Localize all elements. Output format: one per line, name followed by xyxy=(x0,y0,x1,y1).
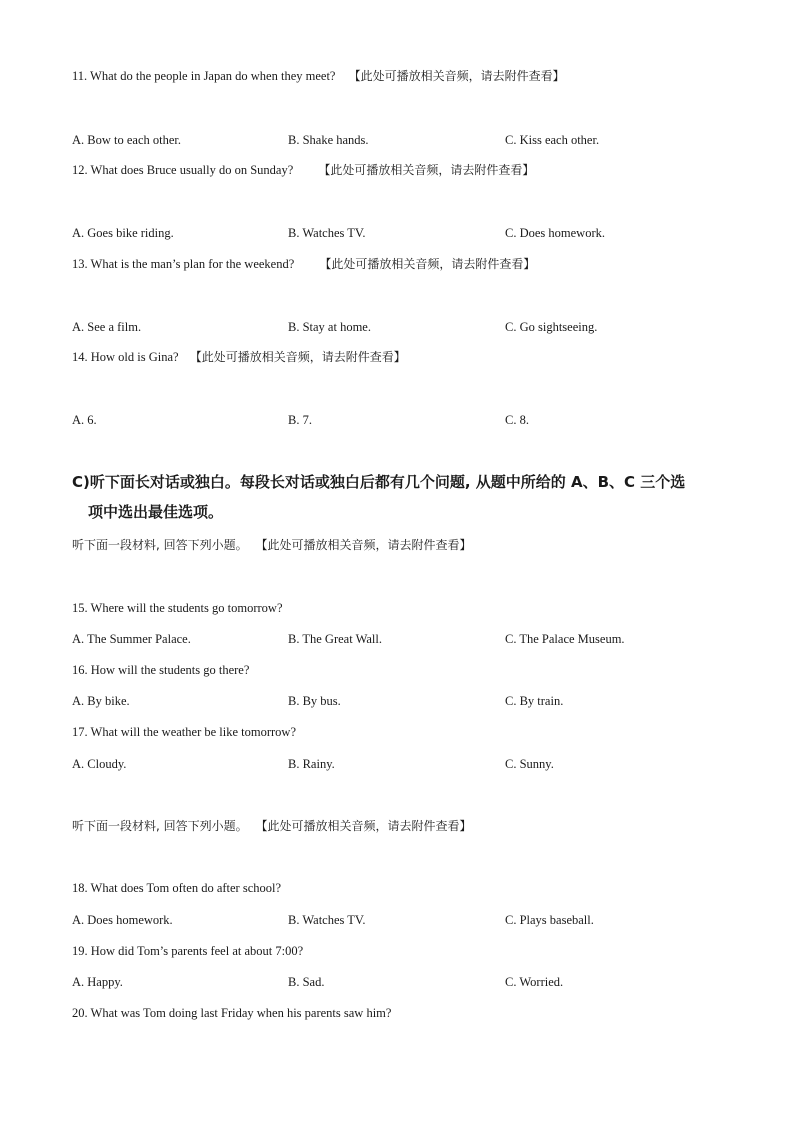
option-17-a[interactable]: A. Cloudy. xyxy=(72,757,127,771)
question-12-text: 12. What does Bruce usually do on Sunday? xyxy=(72,163,294,177)
question-13-text: 13. What is the man’s plan for the weekend? xyxy=(72,257,295,271)
option-19-b[interactable]: B. Sad. xyxy=(288,975,325,989)
option-16-a[interactable]: A. By bike. xyxy=(72,694,130,708)
section-c-heading xyxy=(72,467,732,527)
option-14-a[interactable]: A. 6. xyxy=(72,413,97,427)
section-c-line-2: 项中选出最佳选项。 xyxy=(88,503,224,521)
option-17-c[interactable]: C. Sunny. xyxy=(505,757,554,771)
question-11 xyxy=(72,68,565,84)
question-15-text: 15. Where will the students go tomorrow? xyxy=(72,601,283,615)
option-13-a[interactable]: A. See a film. xyxy=(72,320,142,334)
option-15-c[interactable]: C. The Palace Museum. xyxy=(505,632,625,646)
question-11-text: 11. What do the people in Japan do when they meet? xyxy=(72,69,336,83)
option-11-c[interactable]: C. Kiss each other. xyxy=(505,133,600,147)
question-19-text: 19. How did Tom’s parents feel at about 7:00? xyxy=(72,944,304,958)
question-15 xyxy=(72,600,283,616)
audio-note-11[interactable]: 【此处可播放相关音频，请去附件查看】 xyxy=(348,69,565,83)
option-14-c[interactable]: C. 8. xyxy=(505,413,529,427)
question-20 xyxy=(72,1005,391,1021)
option-18-c[interactable]: C. Plays baseball. xyxy=(505,913,594,927)
material-2-text: 听下面一段材料, 回答下列小题。 xyxy=(72,819,248,833)
question-17-text: 17. What will the weather be like tomorrow? xyxy=(72,725,297,739)
option-14-b[interactable]: B. 7. xyxy=(288,413,312,427)
option-12-c[interactable]: C. Does homework. xyxy=(505,226,605,240)
option-11-a[interactable]: A. Bow to each other. xyxy=(72,133,182,147)
question-14-text: 14. How old is Gina? xyxy=(72,350,179,364)
question-13 xyxy=(72,256,535,272)
question-19 xyxy=(72,943,303,959)
option-11-b[interactable]: B. Shake hands. xyxy=(288,133,369,147)
question-20-text: 20. What was Tom doing last Friday when his parents saw him? xyxy=(72,1006,392,1020)
audio-note-material-2[interactable]: 【此处可播放相关音频，请去附件查看】 xyxy=(255,819,472,833)
option-15-b[interactable]: B. The Great Wall. xyxy=(288,632,382,646)
question-18-text: 18. What does Tom often do after school? xyxy=(72,881,282,895)
option-15-a[interactable]: A. The Summer Palace. xyxy=(72,632,191,646)
option-17-b[interactable]: B. Rainy. xyxy=(288,757,335,771)
question-18 xyxy=(72,880,281,896)
audio-note-13[interactable]: 【此处可播放相关音频，请去附件查看】 xyxy=(319,257,536,271)
question-16 xyxy=(72,662,249,678)
question-16-text: 16. How will the students go there? xyxy=(72,663,250,677)
option-12-a[interactable]: A. Goes bike riding. xyxy=(72,226,174,240)
option-12-b[interactable]: B. Watches TV. xyxy=(288,226,366,240)
option-18-a[interactable]: A. Does homework. xyxy=(72,913,173,927)
question-17 xyxy=(72,724,296,740)
option-16-b[interactable]: B. By bus. xyxy=(288,694,341,708)
option-18-b[interactable]: B. Watches TV. xyxy=(288,913,366,927)
material-2 xyxy=(72,818,471,834)
question-12 xyxy=(72,162,534,178)
audio-note-12[interactable]: 【此处可播放相关音频，请去附件查看】 xyxy=(318,163,535,177)
material-1-text: 听下面一段材料, 回答下列小题。 xyxy=(72,538,248,552)
option-13-b[interactable]: B. Stay at home. xyxy=(288,320,371,334)
audio-note-material-1[interactable]: 【此处可播放相关音频，请去附件查看】 xyxy=(255,538,472,552)
option-16-c[interactable]: C. By train. xyxy=(505,694,564,708)
section-c-line-1: C)听下面长对话或独白。每段长对话或独白后都有几个问题, 从题中所给的 A、B、C 三个选 xyxy=(72,473,686,491)
option-19-a[interactable]: A. Happy. xyxy=(72,975,123,989)
question-14 xyxy=(72,349,406,365)
option-13-c[interactable]: C. Go sightseeing. xyxy=(505,320,598,334)
option-19-c[interactable]: C. Worried. xyxy=(505,975,564,989)
audio-note-14[interactable]: 【此处可播放相关音频，请去附件查看】 xyxy=(189,350,406,364)
material-1 xyxy=(72,537,471,553)
